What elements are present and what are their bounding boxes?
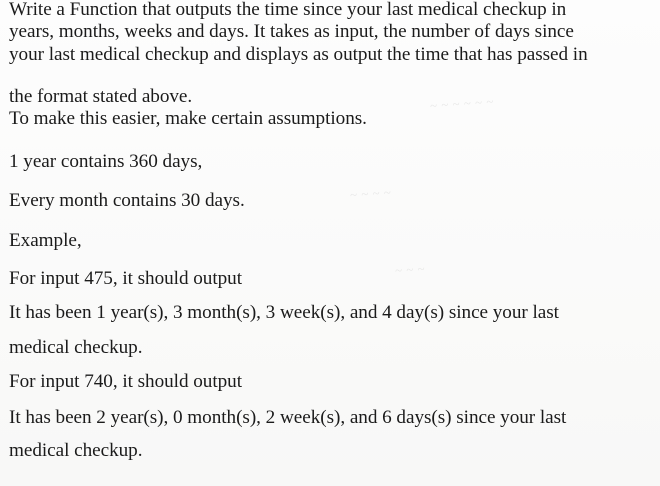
example-heading: Example, [9, 230, 82, 251]
intro-line-3: your last medical checkup and displays as output the time that has passed in [9, 44, 588, 65]
assumption-month: Every month contains 30 days. [9, 190, 245, 211]
intro-line-1: Write a Function that outputs the time since your last medical checkup in [9, 0, 567, 20]
intro-line-4: the format stated above. [9, 86, 193, 107]
assumption-note: To make this easier, make certain assumptions. [9, 108, 367, 129]
bleed-through-mark: ~ ~ ~ ~ [349, 184, 392, 203]
assumption-year: 1 year contains 360 days, [9, 151, 203, 172]
bleed-through-mark: ~ ~ ~ [394, 260, 426, 279]
bleed-through-mark: ~ ~ ~ ~ ~ ~ [429, 93, 495, 114]
example-1-input: For input 475, it should output [9, 268, 242, 289]
example-2-output-line-1: It has been 2 year(s), 0 month(s), 2 week(s), and 6 days(s) since your last [9, 407, 567, 428]
example-2-output-line-2: medical checkup. [9, 440, 143, 461]
example-1-output-line-1: It has been 1 year(s), 3 month(s), 3 week(s), and 4 day(s) since your last [9, 302, 559, 323]
example-2-input: For input 740, it should output [9, 371, 242, 392]
intro-line-2: years, months, weeks and days. It takes as input, the number of days since [9, 21, 574, 42]
example-1-output-line-2: medical checkup. [9, 337, 143, 358]
